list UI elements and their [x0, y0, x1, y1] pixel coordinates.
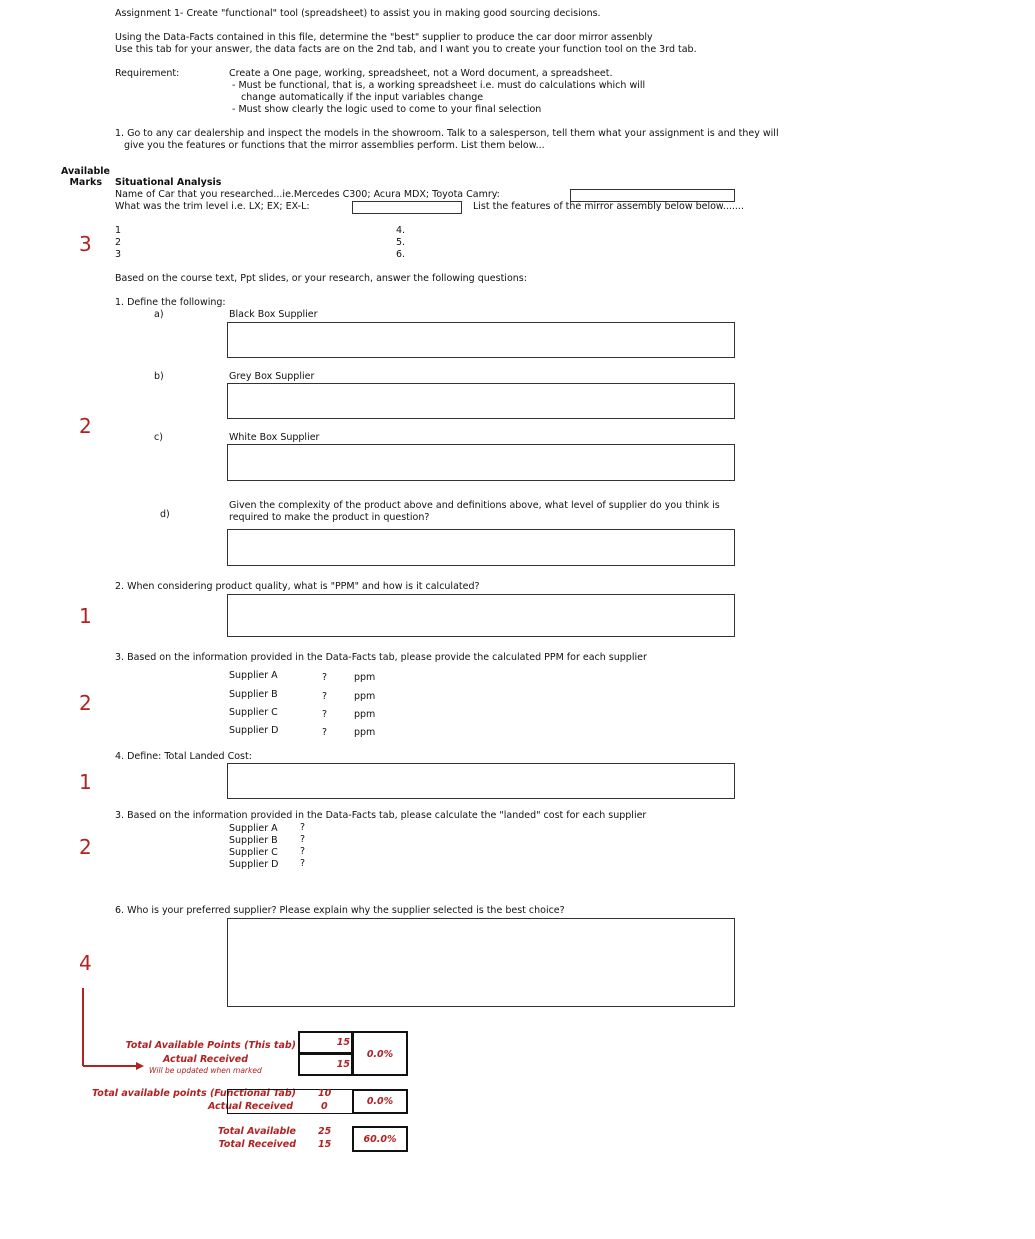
ppm-supplier-d: Supplier D	[229, 725, 279, 736]
landed-value-c[interactable]: ?	[300, 846, 306, 857]
functional-actual-value: 0	[321, 1101, 328, 1112]
pct2-cell	[352, 1089, 408, 1114]
mirror-features-label: List the features of the mirror assembly below below.......	[473, 201, 744, 212]
total-available-label: Total Available	[217, 1126, 296, 1137]
arrow-right-icon	[78, 984, 148, 1074]
intro-line-2: Use this tab for your answer, the data facts are on the 2nd tab, and I want you to create your function tool on the 3rd tab.	[115, 44, 697, 55]
define-question: 1. Define the following:	[115, 297, 226, 308]
requirement-label: Requirement:	[115, 68, 180, 79]
black-box-answer[interactable]	[227, 322, 735, 358]
feature-number-4: 4.	[396, 225, 406, 236]
ppm-unit-d: ppm	[354, 727, 376, 738]
white-box-answer[interactable]	[227, 444, 735, 481]
item-d-label: d)	[160, 509, 170, 520]
supplier-level-question-2: required to make the product in question?	[229, 512, 430, 523]
marks-preferred: 4	[79, 951, 92, 975]
actual-value: 15	[336, 1059, 350, 1070]
functional-tab-label: Total available points (Functional Tab)	[92, 1088, 296, 1099]
ppm-question: 2. When considering product quality, what is "PPM" and how is it calculated?	[115, 581, 480, 592]
preferred-supplier-answer[interactable]	[227, 918, 735, 1007]
ppm-supplier-a: Supplier A	[229, 670, 278, 681]
white-box-label: White Box Supplier	[229, 432, 320, 443]
ppm-value-b[interactable]: ?	[322, 691, 328, 702]
pct1-cell	[352, 1031, 408, 1076]
ppm-value-c[interactable]: ?	[322, 709, 328, 720]
landed-value-a[interactable]: ?	[300, 822, 306, 833]
marks-landed-calc: 2	[79, 835, 92, 859]
functional-actual-label: Actual Received	[207, 1101, 293, 1112]
ppm-unit-b: ppm	[354, 691, 376, 702]
intro-line-1: Using the Data-Facts contained in this file, determine the "best" supplier to produce the car door mirror assenbly	[115, 32, 653, 43]
total-available-this-tab-label: Total Available Points (This tab)	[125, 1040, 296, 1051]
trim-level-label: What was the trim level i.e. LX; EX; EX-L:	[115, 201, 310, 212]
available-marks-header-1: Available	[60, 166, 110, 177]
pct1-value: 0.0%	[366, 1049, 394, 1060]
functional-value-frame	[227, 1089, 353, 1114]
ppm-supplier-c: Supplier C	[229, 707, 278, 718]
requirement-line-3: change automatically if the input variables change	[241, 92, 484, 103]
marks-features: 3	[79, 232, 92, 256]
feature-number-3: 3	[115, 249, 122, 260]
functional-value: 10	[318, 1088, 332, 1099]
ppm-calc-question: 3. Based on the information provided in the Data-Facts tab, please provide the calculated PPM for each supplier	[115, 652, 647, 663]
item-c-label: c)	[154, 432, 163, 443]
requirement-line-4: - Must show clearly the logic used to come to your final selection	[232, 104, 542, 115]
black-box-label: Black Box Supplier	[229, 309, 318, 320]
item-b-label: b)	[154, 371, 164, 382]
marks-ppm-definition: 1	[79, 604, 92, 628]
dealership-question-line-1: 1. Go to any car dealership and inspect the models in the showroom. Talk to a salesperson, tell them what your assignment is and they will	[115, 128, 779, 139]
this-tab-value: 15	[336, 1037, 350, 1048]
ppm-unit-c: ppm	[354, 709, 376, 720]
total-received-value: 15	[318, 1139, 332, 1150]
landed-supplier-a: Supplier A	[229, 823, 278, 834]
ppm-answer[interactable]	[227, 594, 735, 637]
landed-supplier-d: Supplier D	[229, 859, 279, 870]
situational-analysis-title: Situational Analysis	[115, 177, 222, 188]
ppm-supplier-b: Supplier B	[229, 689, 278, 700]
updated-note: Will be updated when marked	[149, 1066, 262, 1075]
dealership-question-line-2: give you the features or functions that the mirror assemblies perform. List them below...	[124, 140, 545, 151]
ppm-value-d[interactable]: ?	[322, 727, 328, 738]
based-on-text: Based on the course text, Ppt slides, or your research, answer the following questions:	[115, 273, 527, 284]
feature-number-5: 5.	[396, 237, 406, 248]
this-tab-value-cell	[298, 1031, 353, 1054]
pct2-value: 0.0%	[366, 1096, 394, 1107]
total-available-value: 25	[318, 1126, 332, 1137]
pct3-cell	[352, 1126, 408, 1152]
landed-calc-question: 3. Based on the information provided in the Data-Facts tab, please calculate the "landed" cost for each supplier	[115, 810, 647, 821]
ppm-value-a[interactable]: ?	[322, 672, 328, 683]
item-a-label: a)	[154, 309, 164, 320]
preferred-supplier-question: 6. Who is your preferred supplier? Please explain why the supplier selected is the best choice?	[115, 905, 565, 916]
feature-number-6: 6.	[396, 249, 406, 260]
ppm-unit-a: ppm	[354, 672, 376, 683]
supplier-level-question-1: Given the complexity of the product above and definitions above, what level of supplier do you think is	[229, 500, 720, 511]
grey-box-answer[interactable]	[227, 383, 735, 419]
pct3-value: 60.0%	[363, 1134, 397, 1145]
landed-value-b[interactable]: ?	[300, 834, 306, 845]
landed-supplier-b: Supplier B	[229, 835, 278, 846]
actual-value-cell	[298, 1053, 353, 1076]
marks-landed-definition: 1	[79, 770, 92, 794]
marks-ppm-calc: 2	[79, 691, 92, 715]
requirement-line-1: Create a One page, working, spreadsheet, not a Word document, a spreadsheet.	[229, 68, 613, 79]
supplier-level-answer[interactable]	[227, 529, 735, 566]
feature-number-2: 2	[115, 237, 122, 248]
actual-received-label: Actual Received	[163, 1054, 249, 1065]
grey-box-label: Grey Box Supplier	[229, 371, 315, 382]
requirement-line-2: - Must be functional, that is, a working spreadsheet i.e. must do calculations which will	[232, 80, 646, 91]
car-name-label: Name of Car that you researched...ie.Mercedes C300; Acura MDX; Toyota Camry:	[115, 189, 500, 200]
feature-number-1: 1	[115, 225, 122, 236]
landed-cost-answer[interactable]	[227, 763, 735, 799]
total-received-label: Total Received	[218, 1139, 296, 1150]
marks-definitions: 2	[79, 414, 92, 438]
assignment-title: Assignment 1- Create "functional" tool (spreadsheet) to assist you in making good sourcing decisions.	[115, 8, 601, 19]
trim-level-input[interactable]	[352, 201, 462, 214]
available-marks-header-2: Marks	[69, 177, 102, 188]
landed-supplier-c: Supplier C	[229, 847, 278, 858]
landed-value-d[interactable]: ?	[300, 858, 306, 869]
landed-cost-question: 4. Define: Total Landed Cost:	[115, 751, 252, 762]
